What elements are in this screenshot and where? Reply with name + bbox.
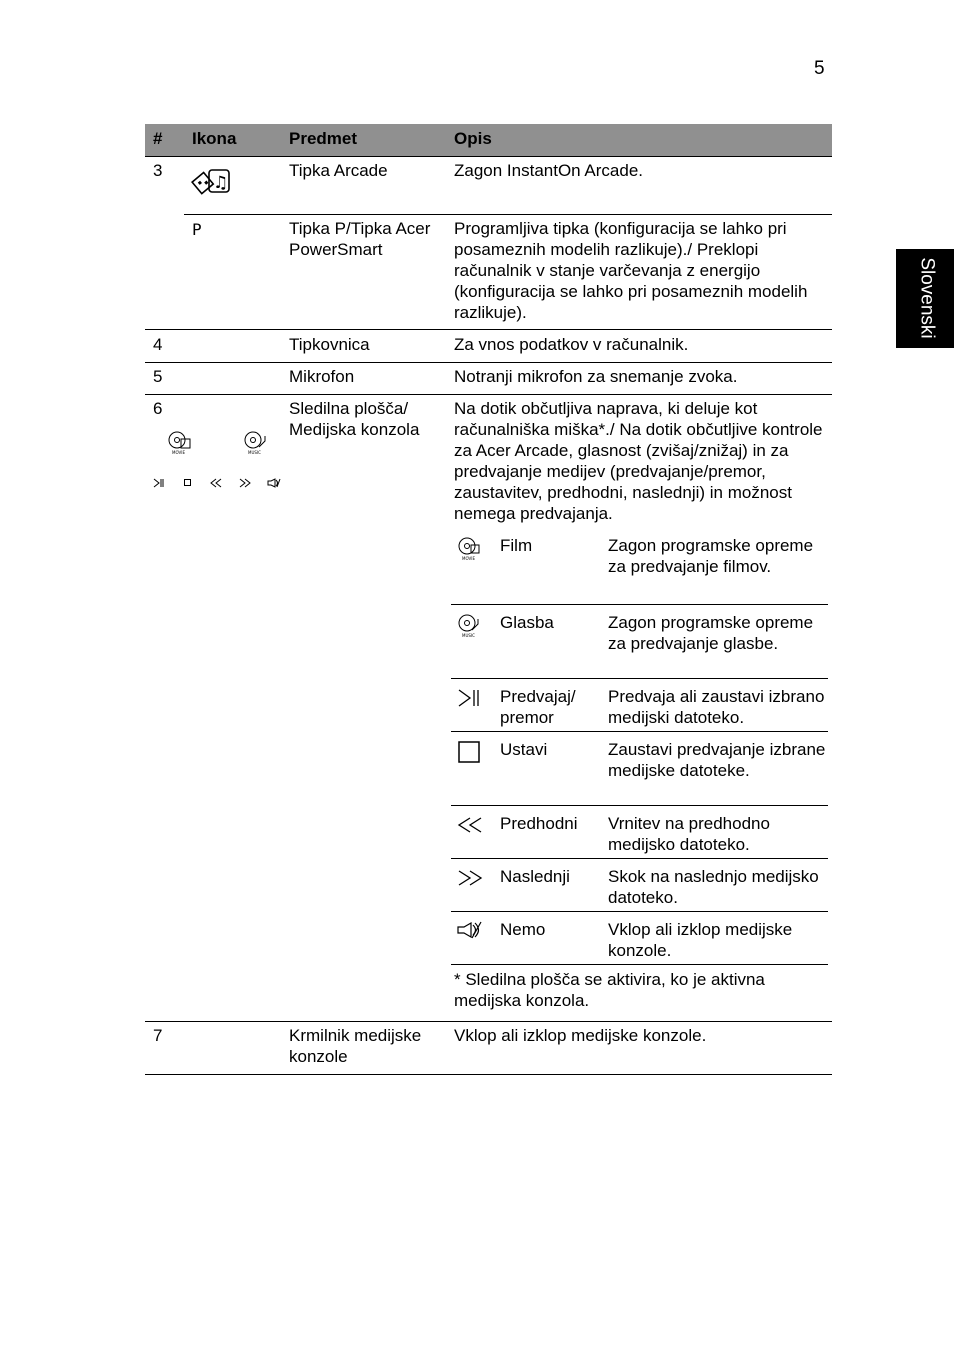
- media-control-name: Film: [500, 536, 533, 555]
- table-row: [145, 1022, 832, 1075]
- media-control-row: [451, 912, 828, 965]
- table-row: [145, 330, 832, 363]
- media-control-row: [451, 806, 828, 859]
- row-description: Za vnos podatkov v računalnik.: [454, 335, 689, 354]
- page-number: 5: [814, 58, 825, 79]
- next-icon: [239, 478, 251, 488]
- media-control-description: Skok na naslednjo medijsko datoteko.: [608, 867, 819, 907]
- play-pause-icon: [153, 478, 165, 488]
- next-icon: [457, 867, 485, 895]
- media-control-row: [451, 732, 828, 806]
- media-control-description: Zagon programske opreme za predvajanje filmov.: [608, 536, 814, 576]
- language-tab: [896, 249, 954, 348]
- row-item: Sledilna plošča/ Medijska konzola: [289, 399, 420, 439]
- media-control-row: [451, 528, 828, 605]
- components-table: [145, 124, 832, 1075]
- media-control-name: Predvajaj/ premor: [500, 687, 576, 727]
- media-control-description: Vklop ali izklop medijske konzole.: [608, 920, 793, 960]
- row-description: Na dotik občutljiva naprava, ki deluje kot računalniška miška*./ Na dotik občutljive kontrole za Acer Arcade, glasnost (zvišaj/znižaj) in za predvajanje medijev (predvajanje/premor, zaustavitev, predhodni, naslednji) in možnost nemega predvajanja.: [454, 399, 823, 523]
- media-control-description: Vrnitev na predhodno medijsko datoteko.: [608, 814, 770, 854]
- row-number: 4: [153, 335, 163, 354]
- media-control-name: Nemo: [500, 920, 546, 939]
- table-row: [145, 395, 832, 1022]
- row-item: Krmilnik medijske konzole: [289, 1026, 422, 1066]
- language-tab-label: Slovenski: [916, 257, 938, 339]
- previous-icon: [210, 478, 222, 488]
- row-description: Vklop ali izklop medijske konzole.: [454, 1026, 707, 1045]
- media-control-description: Zaustavi predvajanje izbrane medijske datoteke.: [608, 740, 826, 780]
- music-caption: MUSIC: [462, 633, 475, 638]
- media-control-name: Ustavi: [500, 740, 548, 759]
- music-disc-icon: [243, 430, 269, 456]
- media-control-description: Predvaja ali zaustavi izbrano medijski datoteko.: [608, 687, 825, 727]
- row-number: 7: [153, 1026, 163, 1045]
- row-item: Mikrofon: [289, 367, 355, 386]
- media-control-name: Glasba: [500, 613, 554, 632]
- table-row: [145, 215, 832, 330]
- play-pause-icon: [457, 687, 485, 715]
- media-control-name: Naslednji: [500, 867, 570, 886]
- stop-icon: [457, 740, 485, 768]
- svg-text:♫: ♫: [213, 173, 229, 193]
- media-controls-table: [451, 528, 828, 1010]
- movie-disc-icon: [457, 536, 485, 564]
- media-control-row: [451, 679, 828, 732]
- header-number: #: [153, 129, 163, 148]
- media-control-row: [451, 605, 828, 679]
- stop-icon: [183, 478, 193, 488]
- row-number: 6: [153, 399, 163, 418]
- row-item: Tipka P/Tipka Acer PowerSmart: [289, 219, 431, 259]
- music-caption: MUSIC: [248, 450, 261, 455]
- header-item: Predmet: [289, 129, 358, 148]
- table-row: [145, 157, 832, 215]
- row-description: Zagon InstantOn Arcade.: [454, 161, 644, 180]
- header-description: Opis: [454, 129, 492, 148]
- table-header: [145, 124, 832, 157]
- mute-icon: [267, 478, 281, 488]
- mute-icon: [457, 920, 485, 948]
- row-description: Notranji mikrofon za snemanje zvoka.: [454, 367, 738, 386]
- row-item: Tipka Arcade: [289, 161, 388, 180]
- movie-caption: MOVIE: [462, 556, 475, 561]
- movie-caption: MOVIE: [172, 450, 185, 455]
- row-description: Programljiva tipka (konfiguracija se lahko pri posameznih modelih razlikuje)./ Preklopi računalnik v stanje varčevanja z energijo (konfiguracija se lahko pri posameznih modelih razlikuje).: [454, 219, 808, 322]
- previous-icon: [457, 814, 485, 842]
- row-number: 3: [153, 161, 163, 180]
- touchpad-note: * Sledilna plošča se aktivira, ko je aktivna medijska konzola.: [454, 970, 765, 1010]
- music-disc-icon: [457, 613, 485, 641]
- arcade-icon: [192, 166, 234, 200]
- media-control-name: Predhodni: [500, 814, 578, 833]
- row-number: 5: [153, 367, 163, 386]
- movie-disc-icon: [167, 430, 193, 456]
- p-key-icon: P: [192, 220, 202, 239]
- media-control-description: Zagon programske opreme za predvajanje glasbe.: [608, 613, 814, 653]
- row-item: Tipkovnica: [289, 335, 370, 354]
- media-control-row: [451, 859, 828, 912]
- table-row: [145, 363, 832, 395]
- header-icon: Ikona: [192, 129, 237, 148]
